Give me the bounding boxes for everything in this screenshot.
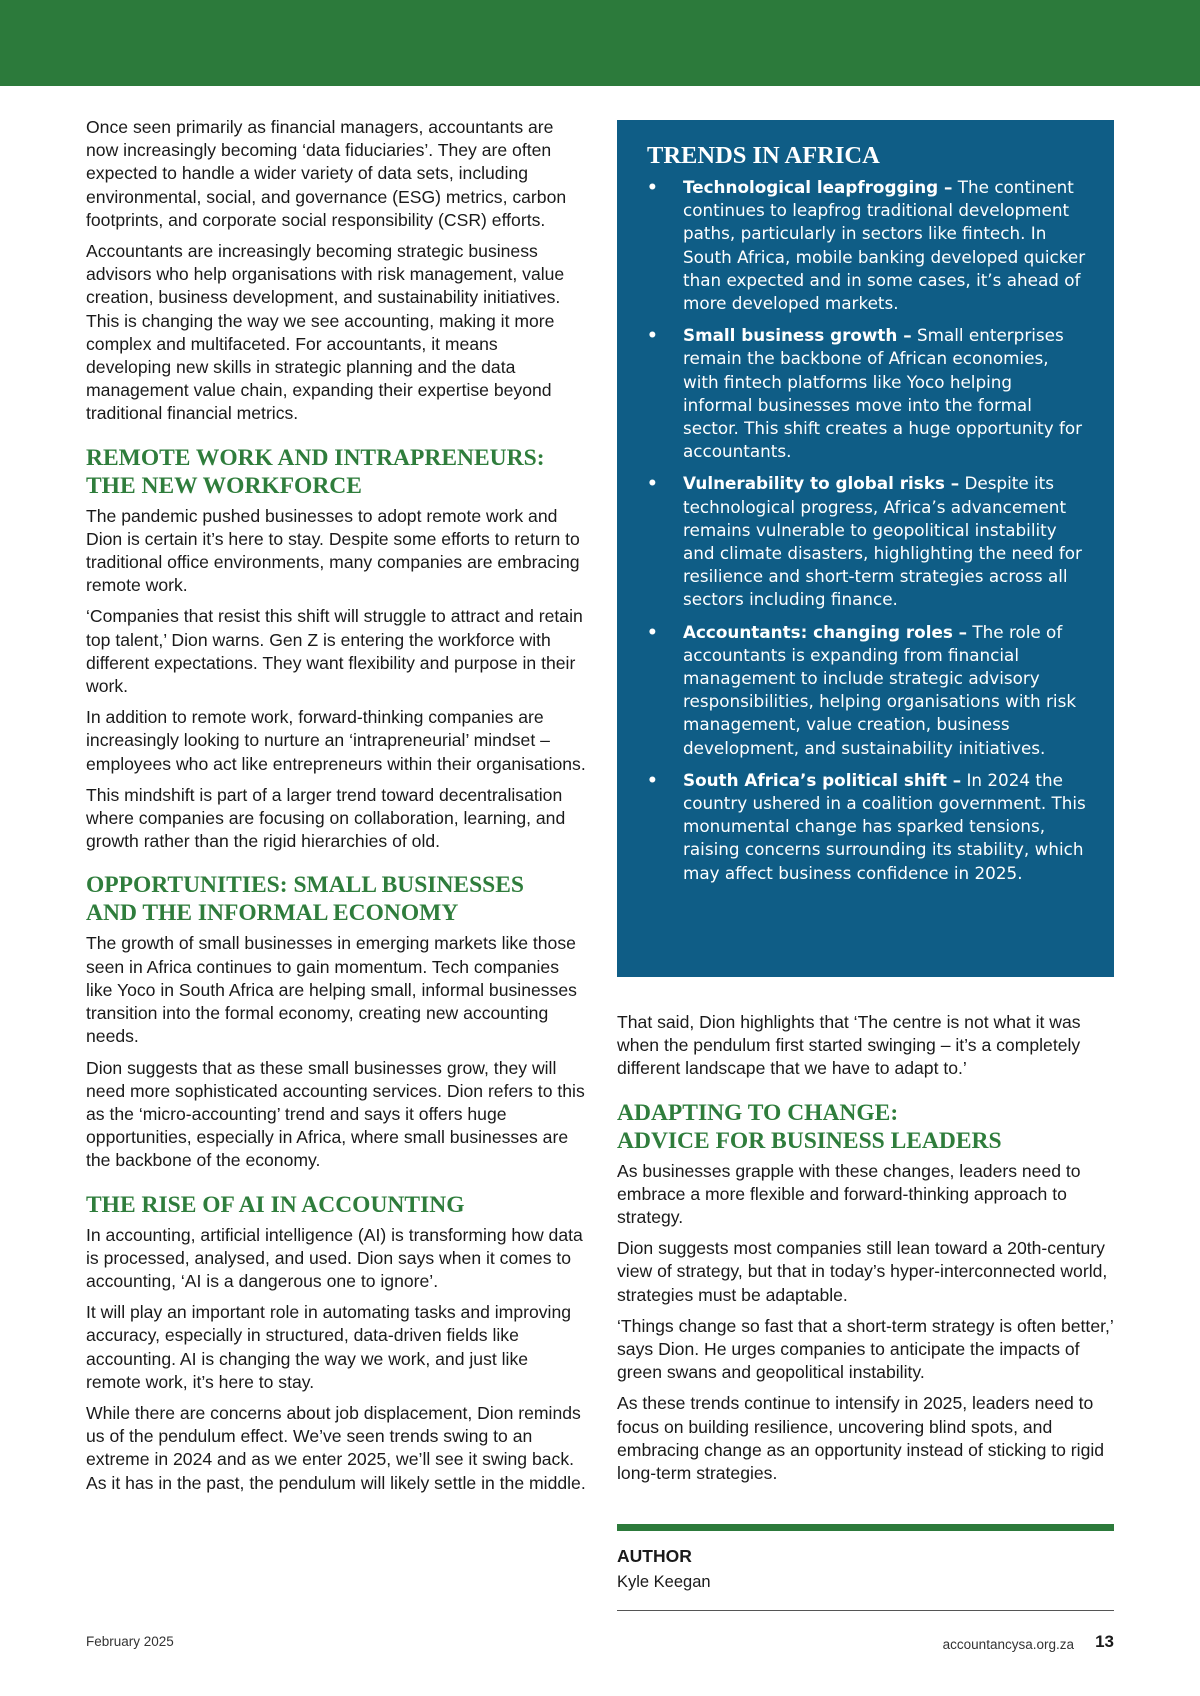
trend-item (647, 472, 1086, 611)
trend-item (647, 621, 1086, 760)
bullet-icon: • (647, 473, 658, 494)
trend-title: Small business growth – (683, 325, 912, 346)
trend-text: Small enterprises remain the backbone of African economies, with fintech platforms like Yoco helping informal businesses move into the formal sector. This shift creates a huge opportunity for accountants. (683, 325, 1083, 462)
footer-website: accountancysa.org.za (942, 1637, 1074, 1652)
trend-text: In 2024 the country ushered in a coalition government. This monumental change has sparked tensions, raising concerns surrounding its stability, which may affect business confidence in 2025. (683, 769, 1086, 883)
trend-title: South Africa’s political shift – (683, 769, 962, 790)
adapting-paragraph-2: Dion suggests most companies still lean toward a 20th-century view of strategy, but that in today’s hyper-interconnected world, strategies must be adaptable. (617, 1238, 1108, 1305)
trend-item (647, 769, 1086, 885)
footer-date: February 2025 (86, 1634, 174, 1649)
left-column (86, 116, 586, 1503)
remote-paragraph-1: The pandemic pushed businesses to adopt remote work and Dion is certain it’s here to stay. Despite some efforts to return to traditional office environments, many companies are embracing remote work. (86, 505, 580, 596)
bullet-icon: • (647, 769, 658, 790)
trends-in-africa-box (617, 120, 1114, 977)
heading-opportunities: OPPORTUNITIES: SMALL BUSINESSES AND THE INFORMAL ECONOMY (86, 872, 524, 927)
opportunities-paragraph-2: Dion suggests that as these small businesses grow, they will need more sophisticated accounting services. Dion refers to this as the ‘micro-accounting’ trend and says it offers huge opportunities, especially in Africa, where small businesses are the backbone of the economy. (86, 1057, 585, 1171)
opportunities-paragraph-1: The growth of small businesses in emerging markets like those seen in Africa continues to gain momentum. Tech companies like Yoco in South Africa are helping small, informal businesses transition into the formal economy, creating new accounting needs. (86, 933, 577, 1047)
intro-paragraph-2: Accountants are increasingly becoming strategic business advisors who help organisations with risk management, value creation, business development, and sustainability initiatives. This is changing the way we see accounting, making it more complex and multifaceted. For accountants, it means developing new skills in strategic planning and the data management value chain, expanding their expertise beyond traditional financial metrics. (86, 241, 565, 424)
remote-paragraph-4: This mindshift is part of a larger trend toward decentralisation where companies are focusing on collaboration, learning, and growth rather than the rigid hierarchies of old. (86, 784, 566, 852)
heading-adapting: ADAPTING TO CHANGE: ADVICE FOR BUSINESS LEADERS (617, 1099, 1002, 1154)
top-color-band (0, 0, 1200, 86)
trend-title: Accountants: changing roles – (683, 621, 968, 642)
trend-item (647, 176, 1086, 315)
centre-paragraph: That said, Dion highlights that ‘The centre is not what it was when the pendulum first started swinging – it’s a completely different landscape that we have to adapt to.’ (617, 1012, 1081, 1079)
adapting-paragraph-1: As businesses grapple with these changes, leaders need to embrace a more flexible and forward-thinking approach to strategy. (617, 1160, 1081, 1228)
ai-paragraph-1: In accounting, artificial intelligence (AI) is transforming how data is processed, analysed, and used. Dion says when it comes to accounting, ‘AI is a dangerous one to ignore’. (86, 1224, 583, 1291)
adapting-paragraph-3: ‘Things change so fast that a short-term strategy is often better,’ says Dion. He urges companies to anticipate the impacts of green swans and geopolitical instability. (617, 1315, 1114, 1383)
bullet-icon: • (647, 177, 658, 197)
author-divider-bottom (617, 1610, 1114, 1611)
trends-heading: TRENDS IN AFRICA (647, 142, 880, 169)
adapting-paragraph-4: As these trends continue to intensify in 2025, leaders need to focus on building resilience, uncovering blind spots, and embracing change as an opportunity instead of sticking to rigid long-term strategies. (617, 1393, 1105, 1484)
intro-paragraph-1: Once seen primarily as financial managers, accountants are now increasingly becoming ‘data fiduciaries’. They are often expected to handle a wider variety of data sets, including environmental, social, and governance (ESG) metrics, carbon footprints, and corporate social responsibility (CSR) efforts. (86, 117, 567, 230)
ai-paragraph-3: While there are concerns about job displacement, Dion reminds us of the pendulum effect. We’ve seen trends swing to an extreme in 2024 and as we enter 2025, we’ll see it swing back. As it has in the past, the pendulum will likely settle in the middle. (86, 1402, 586, 1493)
trend-text: The role of accountants is expanding from financial management to include strategic advisory responsibilities, helping organisations with risk management, value creation, business development, and sustainability initiatives. (683, 621, 1077, 758)
bullet-icon: • (647, 325, 658, 346)
heading-ai: THE RISE OF AI IN ACCOUNTING (86, 1191, 465, 1218)
author-label: AUTHOR (617, 1546, 692, 1566)
trend-text: Despite its technological progress, Africa’s advancement remains vulnerable to geopolitical instability and climate disasters, highlighting the need for resilience and short-term strategies across all sectors including finance. (683, 473, 1082, 610)
author-name: Kyle Keegan (617, 1573, 711, 1591)
trend-title: Technological leapfrogging – (683, 177, 953, 197)
bullet-icon: • (647, 621, 658, 642)
ai-paragraph-2: It will play an important role in automating tasks and improving accuracy, especially in structured, data-driven fields like accounting. AI is changing the way we work, and just like remote work, it’s here to stay. (86, 1302, 572, 1392)
trends-list (647, 176, 1086, 885)
right-column (617, 1011, 1114, 1493)
page-number: 13 (1095, 1632, 1114, 1651)
trend-item (647, 324, 1086, 463)
trend-text: The continent continues to leapfrog traditional development paths, particularly in sectors like fintech. In South Africa, mobile banking developed quicker than expected and in some cases, it’s ahead of more developed markets. (683, 177, 1086, 314)
remote-paragraph-2: ‘Companies that resist this shift will struggle to attract and retain top talent,’ Dion warns. Gen Z is entering the workforce with different expectations. They want flexibility and purpose in their work. (86, 606, 583, 697)
author-divider-top (617, 1524, 1114, 1531)
heading-remote-work: REMOTE WORK AND INTRAPRENEURS: THE NEW WORKFORCE (86, 444, 545, 499)
remote-paragraph-3: In addition to remote work, forward-thinking companies are increasingly looking to nurture an ‘intrapreneurial’ mindset – employees who act like entrepreneurs within their organisations. (86, 707, 586, 774)
trend-title: Vulnerability to global risks – (683, 473, 960, 494)
